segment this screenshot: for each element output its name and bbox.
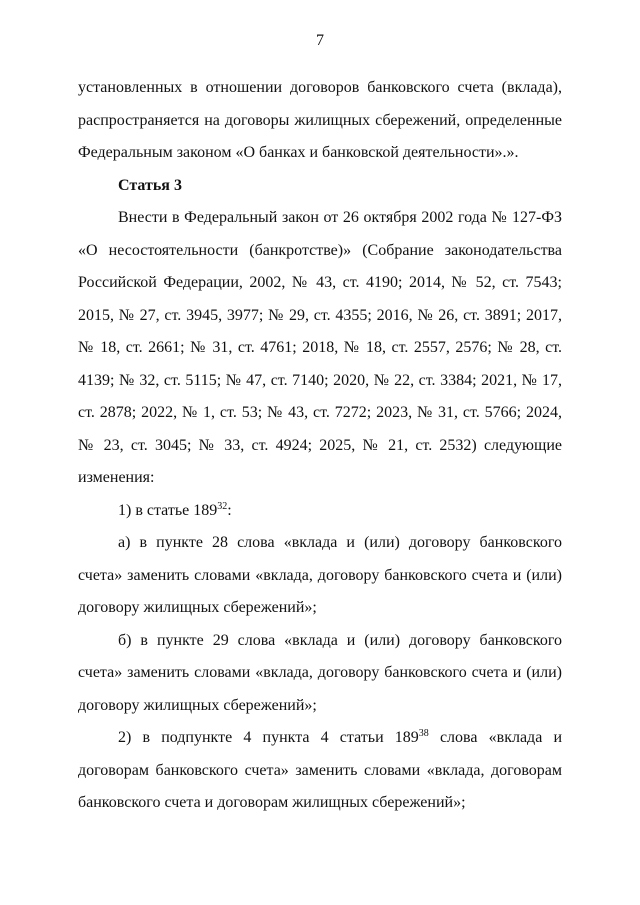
list-item-1-superscript: 32	[217, 500, 228, 512]
list-item-1	[78, 495, 562, 528]
list-item-2	[78, 722, 562, 820]
list-item-1-text: 1) в статье 189	[118, 501, 218, 519]
paragraph-continuation: установленных в отношении договоров банковского счета (вклада), распространяется на договоры жилищных сбережений, определенные Федеральным законом «О банках и банковской деятельности».».	[78, 79, 562, 161]
list-item-2-text: 2) в подпункте 4 пункта 4 статьи 189	[118, 729, 419, 746]
article-heading: Статья 3	[118, 176, 182, 194]
list-item-1a: а) в пункте 28 слова «вклада и (или) договору банковского счета» заменить словами «вклада, договору банковского счета и (или) договору жилищных сбережений»;	[78, 534, 562, 616]
list-item-1-tail: :	[227, 501, 232, 519]
list-item-2-superscript: 38	[418, 728, 429, 739]
paragraph-amendment-intro: Внести в Федеральный закон от 26 октября 2002 года № 127-ФЗ «О несостоятельности (банкротстве)» (Собрание законодательства Российской Федерации, 2002, № 43, ст. 4190; 2014, № 52, ст. 7543; 2015, № 27, ст. 3945, 3977; № 29, ст. 4355; 2016, № 26, ст. 3891; 2017, № 18, ст. 2661; № 31, ст. 4761; 2018, № 18, ст. 2557, 2576; № 28, ст. 4139; № 32, ст. 5115; № 47, ст. 7140; 2020, № 22, ст. 3384; 2021, № 17, ст. 2878; 2022, № 1, ст. 53; № 43, ст. 7272; 2023, № 31, ст. 5766; 2024, № 23, ст. 3045; № 33, ст. 4924; 2025, № 21, ст. 2532) следующие изменения:	[78, 209, 562, 486]
document-body	[78, 72, 562, 820]
list-item-2-tail: слова «вклада и договорам банковского счета» заменить словами «вклада, договорам банковского счета и договорам жилищных сбережений»;	[78, 729, 563, 811]
list-item-1b: б) в пункте 29 слова «вклада и (или) договору банковского счета» заменить словами «вклада, договору банковского счета и (или) договору жилищных сбережений»;	[78, 631, 562, 714]
page-number: 7	[316, 32, 324, 49]
